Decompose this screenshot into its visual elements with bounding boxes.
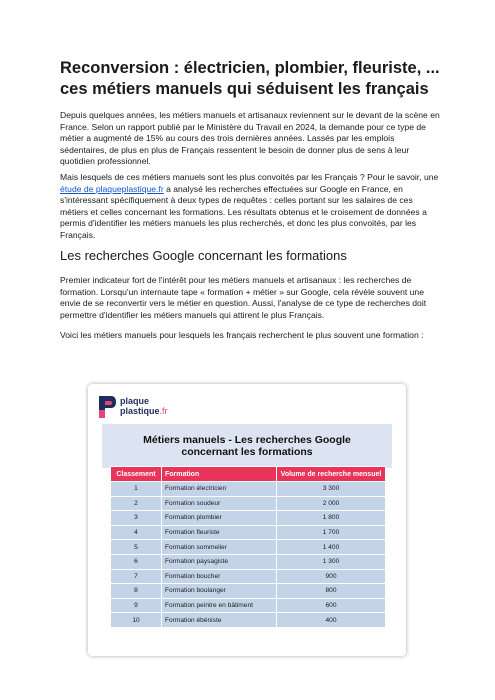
header-volume: Volume de recherche mensuel bbox=[277, 467, 386, 482]
table-row bbox=[111, 525, 386, 540]
cell-rank: 4 bbox=[111, 525, 162, 540]
table-row bbox=[111, 569, 386, 584]
header-formation: Formation bbox=[162, 467, 277, 482]
section-heading-formations: Les recherches Google concernant les formations bbox=[60, 248, 347, 263]
cell-rank: 7 bbox=[111, 569, 162, 584]
cell-volume: 1 400 bbox=[277, 540, 386, 555]
cell-volume: 400 bbox=[277, 613, 386, 628]
logo-line-1: plaque bbox=[120, 396, 150, 406]
infographic-figure bbox=[88, 384, 406, 656]
study-paragraph bbox=[60, 172, 440, 242]
cell-rank: 6 bbox=[111, 554, 162, 569]
study-text-before: Mais lesquels de ces métiers manuels sont les plus convoités par les Français ? Pour le savoir, une bbox=[60, 172, 439, 182]
table-body bbox=[111, 482, 386, 628]
list-intro-paragraph: Voici les métiers manuels pour lesquels les français recherchent le plus souvent une formation : bbox=[60, 330, 424, 340]
cell-rank: 9 bbox=[111, 598, 162, 613]
cell-formation: Formation électricien bbox=[162, 482, 277, 497]
logo-tld: .fr bbox=[159, 406, 168, 416]
study-text-after: a analysé les recherches effectuées sur Google en France, en s'intéressant spécifiquement à deux types de requêtes : celles portant sur les salaires de ces métiers et celles concernant les formations. Les résultats obtenus et le croisement de données a permis d'identifier les métiers manuels les plus recherchés, et donc les plus convoités, par les Français. bbox=[60, 183, 427, 240]
cell-rank: 2 bbox=[111, 496, 162, 511]
cell-volume: 600 bbox=[277, 598, 386, 613]
table-row bbox=[111, 482, 386, 497]
table-row bbox=[111, 598, 386, 613]
infographic-banner bbox=[102, 424, 392, 468]
article-title: Reconversion : électricien, plombier, fleuriste, ... ces métiers manuels qui séduisent les français bbox=[60, 59, 440, 98]
cell-formation: Formation plombier bbox=[162, 511, 277, 526]
table-row bbox=[111, 511, 386, 526]
cell-formation: Formation boucher bbox=[162, 569, 277, 584]
table-row bbox=[111, 613, 386, 628]
cell-formation: Formation ébéniste bbox=[162, 613, 277, 628]
table-row bbox=[111, 554, 386, 569]
logo-line-2-text: plastique bbox=[120, 406, 160, 416]
cell-volume: 800 bbox=[277, 584, 386, 599]
cell-rank: 8 bbox=[111, 584, 162, 599]
cell-volume: 3 300 bbox=[277, 482, 386, 497]
cell-formation: Formation peintre en bâtiment bbox=[162, 598, 277, 613]
header-classement: Classement bbox=[111, 467, 162, 482]
table-row bbox=[111, 540, 386, 555]
table-row bbox=[111, 496, 386, 511]
intro-paragraph: Depuis quelques années, les métiers manuels et artisanaux reviennent sur le devant de la scène en France. Selon un rapport publié par le Ministère du Travail en 2024, la demande pour ce type de métier a augmenté de 15% au cours des trois dernières années. Lassés par les emplois sédentaires, de plus en plus de Français ressentent le besoin de donner plus de sens à leur quotidien professionnel. bbox=[60, 110, 440, 167]
logo-line-2 bbox=[120, 406, 168, 416]
formations-paragraph: Premier indicateur fort de l'intérêt pour les métiers manuels et artisanaux : les recherches de formation. Lorsqu'un internaute tape « formation + métier » sur Google, cela révèle souvent une envie de se reconvertir vers le métier en question. Aussi, l'analyse de ce type de recherches doit permettre d'identifier les métiers manuels qui attirent le plus Français. bbox=[60, 275, 427, 320]
cell-rank: 3 bbox=[111, 511, 162, 526]
ranking-table bbox=[110, 466, 386, 628]
ranking-table-container bbox=[110, 466, 386, 643]
cell-volume: 1 800 bbox=[277, 511, 386, 526]
cell-rank: 5 bbox=[111, 540, 162, 555]
logo-mark-icon bbox=[96, 394, 118, 420]
table-header-row bbox=[111, 467, 386, 482]
plaqueplastique-logo bbox=[96, 394, 186, 422]
cell-rank: 1 bbox=[111, 482, 162, 497]
cell-formation: Formation boulanger bbox=[162, 584, 277, 599]
cell-formation: Formation sommelier bbox=[162, 540, 277, 555]
table-row bbox=[111, 584, 386, 599]
cell-formation: Formation fleuriste bbox=[162, 525, 277, 540]
cell-formation: Formation soudeur bbox=[162, 496, 277, 511]
logo-wordmark bbox=[120, 396, 168, 416]
cell-rank: 10 bbox=[111, 613, 162, 628]
study-link[interactable]: étude de plaqueplastique.fr bbox=[60, 183, 164, 194]
cell-formation: Formation paysagiste bbox=[162, 554, 277, 569]
infographic-title: Métiers manuels - Les recherches Google concernant les formations bbox=[143, 434, 351, 458]
cell-volume: 1 700 bbox=[277, 525, 386, 540]
cell-volume: 1 300 bbox=[277, 554, 386, 569]
cell-volume: 900 bbox=[277, 569, 386, 584]
cell-volume: 2 000 bbox=[277, 496, 386, 511]
